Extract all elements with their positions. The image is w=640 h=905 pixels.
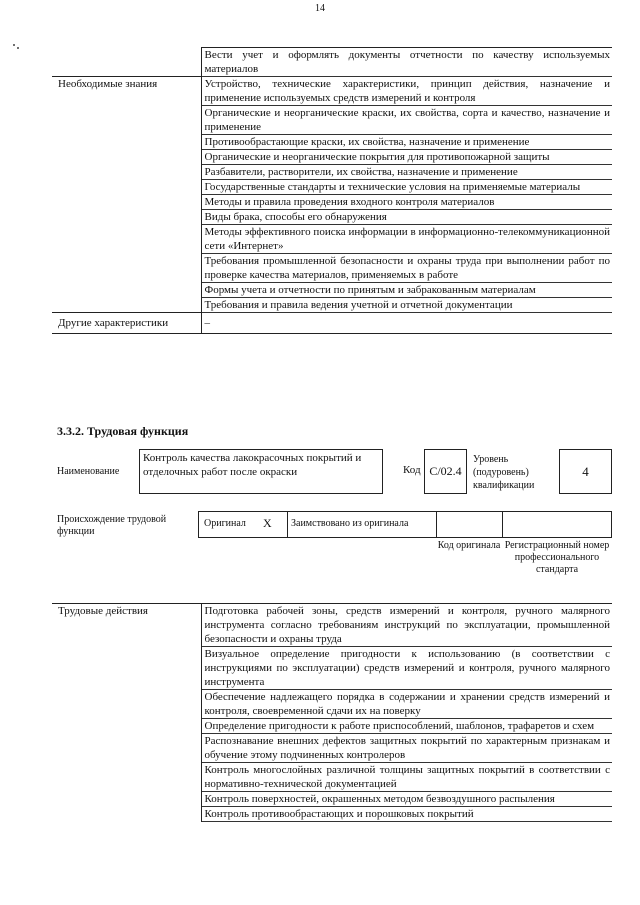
labor-actions-table [52,603,612,822]
scan-speck [13,44,15,46]
knowledge-item: Государственные стандарты и технические условия на применяемые материалы [201,180,612,195]
code-label: Код [403,464,421,476]
labor-action-item: Контроль противообрастающих и порошковых покрытий [201,807,612,822]
code-caption: Код оригинала [437,540,501,551]
function-name-box [139,449,383,494]
knowledge-item: Устройство, технические характеристики, принцип действия, назначение и применение используемых средств измерений и контроля [201,77,612,106]
knowledge-label: Необходимые знания [52,77,201,313]
code-value: C/02.4 [429,464,462,478]
labor-action-item: Определение пригодности к работе приспособлений, шаблонов, трафаретов и схем [201,719,612,734]
divider [436,512,437,537]
labor-action-item: Контроль поверхностей, окрашенных методом безвоздушного распыления [201,792,612,807]
knowledge-item: Требования промышленной безопасности и охраны труда при выполнении работ по проверке качества материалов, применяемых в работе [201,254,612,283]
knowledge-item: Формы учета и отчетности по принятым и забракованным материалам [201,283,612,298]
original-label: Оригинал [204,518,246,529]
knowledge-item: Методы эффективного поиска информации в информационно-телекоммуникационной сети «Интернет» [201,225,612,254]
original-mark: X [263,516,272,530]
page-number: 14 [315,3,325,14]
origin-label: Происхождение трудовой функции [57,514,167,537]
labor-actions-label: Трудовые действия [52,604,201,822]
level-value: 4 [582,463,589,479]
borrowed-label: Заимствовано из оригинала [291,518,409,529]
continuation-skill-text: Вести учет и оформлять документы отчетности по качеству используемых материалов [201,48,612,77]
function-name-value: Контроль качества лакокрасочных покрытий и отделочных работ после окраски [143,452,362,478]
knowledge-item: Органические и неорганические покрытия для противопожарной защиты [201,150,612,165]
knowledge-item: Требования и правила ведения учетной и отчетной документации [201,298,612,313]
labor-action-item: Обеспечение надлежащего порядка в содержании и хранении средств измерений и контроля, своевременной сдачи их на поверку [201,690,612,719]
knowledge-item: Методы и правила проведения входного контроля материалов [201,195,612,210]
registration-caption: Регистрационный номер профессионального стандарта [504,540,610,575]
code-box [424,449,467,494]
labor-action-item: Контроль многослойных различной толщины защитных покрытий в соответствии с нормативно-технической документацией [201,763,612,792]
table-cell-empty [52,48,201,77]
divider [502,512,503,537]
divider [287,512,288,537]
name-label: Наименование [57,466,120,477]
labor-action-item: Подготовка рабочей зоны, средств измерений и контроля, ручного малярного инструмента согласно требованиям инструкций по эксплуатации, промышленной безопасности и охраны труда [201,604,612,647]
scan-speck [17,47,19,49]
labor-action-item: Распознавание внешних дефектов защитных покрытий по характерным признакам и обучение этому подчиненных контролеров [201,734,612,763]
knowledge-item: Противообрастающие краски, их свойства, назначение и применение [201,135,612,150]
knowledge-table [52,47,612,334]
section-title: 3.3.2. Трудовая функция [57,424,189,438]
knowledge-item: Разбавители, растворители, их свойства, назначение и применение [201,165,612,180]
other-characteristics-value: – [201,313,612,334]
level-label: Уровень (подуровень) квалификации [473,454,535,491]
knowledge-item: Виды брака, способы его обнаружения [201,210,612,225]
labor-action-item: Визуальное определение пригодности к использованию (в соответствии с инструкциями по эксплуатации) средств измерений и контроля, ручного малярного инструмента [201,647,612,690]
knowledge-item: Органические и неорганические краски, их свойства, сорта и качество, назначение и применение [201,106,612,135]
other-characteristics-label: Другие характеристики [52,313,201,334]
level-box [559,449,612,494]
